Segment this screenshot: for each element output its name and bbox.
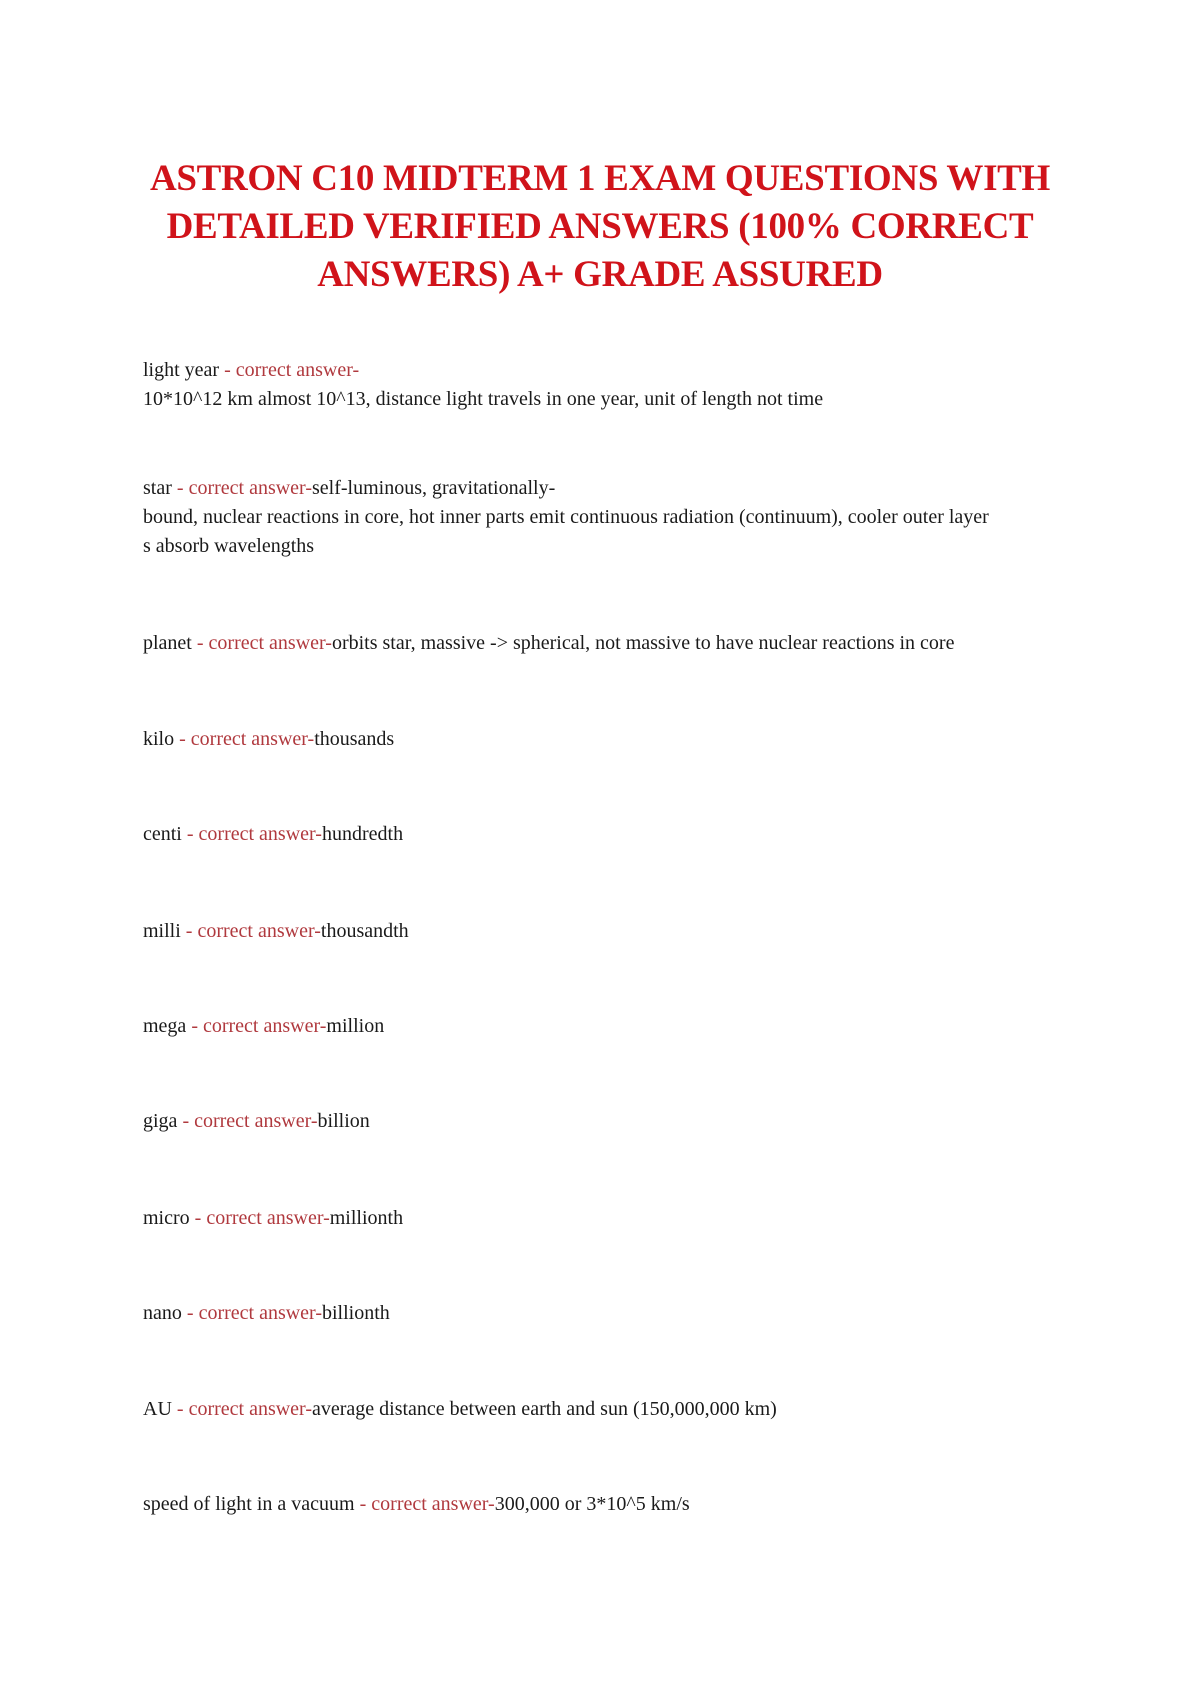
entry-definition: average distance between earth and sun (150,000,000 km) — [311, 1398, 777, 1420]
qa-entry: giga - correct answer-billion — [143, 1110, 370, 1132]
qa-entry: kilo - correct answer-thousands — [143, 728, 395, 750]
qa-entry: micro - correct answer-millionth — [143, 1207, 404, 1229]
entry-term: star — [143, 477, 172, 499]
entry-term: kilo — [143, 728, 175, 750]
correct-answer-label: correct answer — [202, 1015, 320, 1037]
qa-entry: planet - correct answer-orbits star, massive -> spherical, not massive to have nuclear reactions in core — [143, 632, 955, 654]
qa-entry: nano - correct answer-billionth — [143, 1302, 390, 1324]
entry-definition: thousandth — [320, 920, 409, 942]
entry-term: giga — [143, 1110, 178, 1132]
correct-answer-label: correct answer — [190, 728, 308, 750]
entry-definition-line: bound, nuclear reactions in core, hot inner parts emit continuous radiation (continuum), cooler outer layer — [143, 506, 989, 528]
correct-answer-label: correct answer — [198, 1302, 316, 1324]
entry-term: speed of light in a vacuum — [143, 1493, 355, 1515]
entry-definition: billion — [317, 1110, 370, 1132]
title-line: ASTRON C10 MIDTERM 1 EXAM QUESTIONS WITH — [149, 158, 1051, 199]
entry-definition-line: s absorb wavelengths — [143, 535, 315, 557]
entry-term: centi — [143, 823, 182, 845]
entry-definition: million — [326, 1015, 385, 1037]
correct-answer-label: correct answer — [188, 477, 306, 499]
qa-entry: mega - correct answer-million — [143, 1015, 385, 1037]
correct-answer-label: correct answer — [208, 632, 326, 654]
correct-answer-label: correct answer — [206, 1207, 324, 1229]
qa-entry: light year - correct answer- 10*10^12 km almost 10^13, distance light travels in one year, unit of length not time — [143, 356, 1073, 414]
entry-definition: millionth — [329, 1207, 404, 1229]
entry-definition: 300,000 or 3*10^5 km/s — [494, 1493, 690, 1515]
entry-term: light year — [143, 359, 220, 381]
entry-term: micro — [143, 1207, 190, 1229]
correct-answer-label: correct answer — [198, 823, 316, 845]
correct-answer-label: correct answer — [188, 1398, 306, 1420]
correct-answer-label: correct answer — [371, 1493, 489, 1515]
entry-definition: self-luminous, gravitationally- — [311, 477, 556, 499]
entry-definition: thousands — [314, 728, 395, 750]
correct-answer-label: correct answer — [235, 359, 353, 381]
entry-term: milli — [143, 920, 181, 942]
qa-entry: speed of light in a vacuum - correct answer-300,000 or 3*10^5 km/s — [143, 1493, 690, 1515]
entry-term: AU — [143, 1398, 172, 1420]
qa-entry: star - correct answer-self-luminous, gravitationally- bound, nuclear reactions in core, hot inner parts emit continuous radiation (continuum), cooler outer layer s absorb wavelengths — [143, 474, 1073, 561]
qa-entry: milli - correct answer-thousandth — [143, 920, 409, 942]
correct-answer-label: correct answer — [197, 920, 315, 942]
qa-entry: centi - correct answer-hundredth — [143, 823, 404, 845]
entry-definition: orbits star, massive -> spherical, not massive to have nuclear reactions in core — [331, 632, 955, 654]
entry-definition: billionth — [321, 1302, 390, 1324]
correct-answer-label: correct answer — [194, 1110, 311, 1132]
entry-definition: hundredth — [321, 823, 404, 845]
title-line: DETAILED VERIFIED ANSWERS (100% CORRECT — [166, 206, 1034, 247]
entry-term: mega — [143, 1015, 187, 1037]
entry-term: planet — [143, 632, 192, 654]
document-title — [140, 155, 1060, 299]
entry-term: nano — [143, 1302, 182, 1324]
qa-entry: AU - correct answer-average distance between earth and sun (150,000,000 km) — [143, 1398, 777, 1420]
entry-definition-line: 10*10^12 km almost 10^13, distance light travels in one year, unit of length not time — [143, 388, 824, 410]
title-line: ANSWERS) A+ GRADE ASSURED — [317, 254, 883, 295]
